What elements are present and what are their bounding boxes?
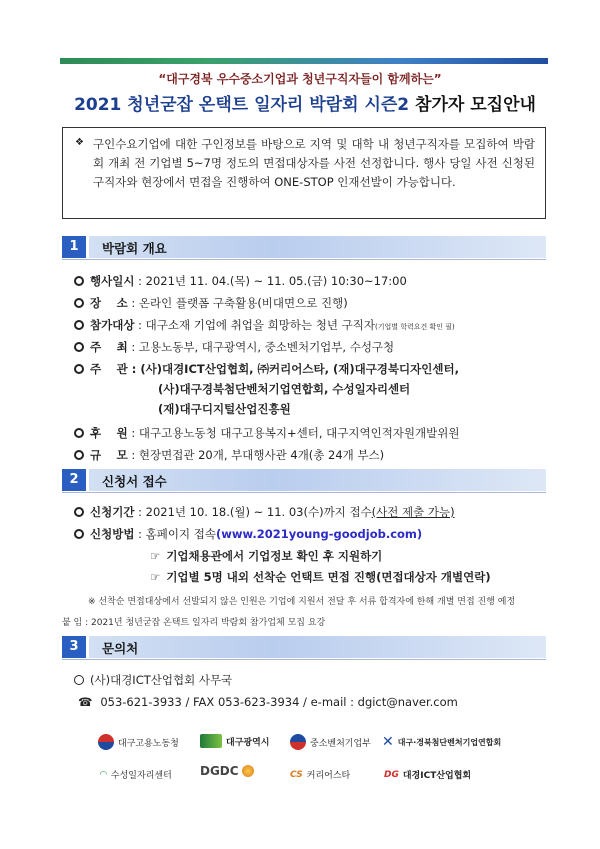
daegu-mark-icon	[200, 734, 222, 748]
sponsor-row	[74, 425, 459, 441]
logo-label: DGDC	[200, 764, 239, 778]
section-number: 1	[62, 236, 86, 258]
section-bar	[89, 636, 546, 658]
logo-mss	[290, 734, 371, 750]
organizer-line-3: (재)대구디지털산업진흥원	[158, 402, 291, 416]
logo-venture-association	[382, 734, 501, 750]
section-contact-header	[62, 636, 546, 658]
organizer-row	[74, 361, 459, 377]
logo-label: 대구·경북첨단벤처기업연합회	[397, 737, 502, 747]
logo-label: 대경ICT산업협회	[402, 771, 472, 781]
logo-daegu-labor-office	[98, 734, 179, 750]
contact-detail-row	[78, 695, 458, 709]
circle-bullet-icon	[74, 342, 84, 352]
event-date-value: : 2021년 11. 04.(목) ~ 11. 05.(금) 10:30~17:00	[134, 274, 407, 288]
selection-note: ※ 선착순 면접대상에서 선발되지 않은 인원은 기업에 지원서 전달 후 서류 합격자에 한해 개별 면접 진행 예정	[88, 597, 516, 607]
host-key: 주 최	[90, 340, 128, 354]
intro-text: 구인수요기업에 대한 구인정보를 바탕으로 지역 및 대학 내 청년구직자를 모집하여 박람회 개최 전 기업별 5~7명 정도의 면접대상자를 사전 선정합니다. 행사 당일 사전 신청된 구직자와 현장에서 면접을 진행하여 ONE-STOP 인재선발이 가능합니다.	[93, 137, 535, 189]
header-gradient-line	[60, 58, 548, 64]
method-key: 신청방법	[90, 527, 135, 541]
section-rule	[62, 659, 546, 660]
circle-bullet-icon	[74, 450, 84, 460]
sponsor-value: : 대구고용노동청 대구고용복지+센터, 대구지역인적자원개발위원	[127, 426, 460, 440]
homepage-link[interactable]: (www.2021young-goodjob.com)	[215, 527, 423, 541]
target-row	[74, 317, 455, 333]
section-application-header	[62, 469, 546, 491]
venue-key: 장 소	[90, 296, 128, 310]
sponsor-key: 후 원	[90, 426, 128, 440]
venue-row	[74, 295, 348, 311]
orb-icon	[242, 765, 254, 777]
logo-label: 대구고용노동청	[118, 738, 179, 749]
target-note: (기업별 학력요건 확인 필)	[374, 323, 455, 331]
application-method-row	[74, 526, 422, 542]
contact-org-row	[74, 672, 232, 688]
section-rule	[62, 492, 546, 493]
organizer-line-2: (사)대구경북첨단벤처기업연합회, 수성일자리센터	[158, 382, 411, 396]
page-title	[40, 90, 570, 115]
target-value: : 대구소재 기업에 취업을 희망하는 청년 구직자	[134, 318, 375, 332]
target-key: 참가대상	[90, 318, 135, 332]
step-1-text: 기업채용관에서 기업정보 확인 후 지원하기	[166, 549, 383, 563]
pointing-hand-icon: ☞	[150, 549, 161, 563]
logo-suseong-job-center	[100, 768, 172, 781]
organizer-key: 주 관	[90, 362, 128, 376]
logo-label: 수성일자리센터	[110, 771, 172, 781]
taegeuk-icon	[98, 734, 114, 750]
page-subtitle: “대구경북 우수중소기업과 청년구직자들이 함께하는”	[158, 72, 442, 86]
circle-bullet-icon	[74, 320, 84, 330]
title-main: 2021 청년굳잡 온택트 일자리 박람회 시즌2	[74, 95, 410, 115]
circle-bullet-icon	[74, 507, 84, 517]
circle-bullet-icon	[74, 364, 84, 374]
logo-label: 대구광역시	[226, 737, 270, 748]
host-value: : 고용노동부, 대구광역시, 중소벤처기업부, 수성구청	[127, 340, 395, 354]
circle-bullet-icon	[74, 675, 84, 685]
section-title: 박람회 개요	[102, 241, 167, 256]
circle-bullet-icon	[74, 428, 84, 438]
scale-key: 규 모	[90, 448, 128, 462]
contact-org: (사)대경ICT산업협회 사무국	[90, 673, 233, 687]
suseong-mark-icon: ◠	[100, 769, 107, 780]
attachment-note: 붙 임 : 2021년 청년굳잡 온택트 일자리 박람회 참가업체 모집 요강	[62, 618, 326, 628]
dgict-mark-icon: DG	[384, 769, 399, 780]
section-title: 문의처	[102, 641, 139, 656]
logo-label: 커리어스타	[306, 771, 351, 781]
x-mark-icon: ✕	[382, 734, 394, 750]
step-1	[150, 548, 382, 564]
logo-label: 중소벤처기업부	[310, 738, 371, 749]
logo-dgdc	[200, 764, 258, 778]
title-rest: 참가자 모집안내	[409, 95, 536, 115]
career-star-mark-icon: CS	[290, 769, 303, 780]
period-note: (사전 제출 가능)	[371, 505, 455, 519]
section-rule	[62, 259, 546, 260]
scale-row	[74, 447, 384, 463]
section-number: 3	[62, 636, 86, 658]
section-number: 2	[62, 469, 86, 491]
step-2	[150, 569, 491, 585]
step-2-text: 기업별 5명 내외 선착순 언택트 면접 진행(면접대상자 개별연락)	[166, 570, 491, 584]
host-row	[74, 339, 394, 355]
contact-detail: 053-621-3933 / FAX 053-623-3934 / e-mail : dgict@naver.com	[100, 695, 458, 709]
event-date-key: 행사일시	[90, 274, 135, 288]
venue-value: : 온라인 플랫폼 구축활용(비대면으로 진행)	[127, 296, 348, 310]
organizer-value: : (사)대경ICT산업협회, ㈜커리어스타, (재)대구경북디자인센터,	[127, 362, 459, 376]
circle-bullet-icon	[74, 529, 84, 539]
event-date-row	[74, 273, 407, 289]
phone-icon: ☎	[78, 695, 93, 709]
intro-box	[62, 127, 546, 219]
section-title: 신청서 접수	[102, 474, 167, 489]
diamond-bullet-icon: ❖	[75, 137, 84, 148]
pointing-hand-icon: ☞	[150, 570, 161, 584]
circle-bullet-icon	[74, 298, 84, 308]
period-value: : 2021년 10. 18.(월) ~ 11. 03(수)까지 접수	[134, 505, 372, 519]
circle-bullet-icon	[74, 276, 84, 286]
period-key: 신청기간	[90, 505, 135, 519]
logo-dgict	[384, 768, 471, 781]
taegeuk-icon	[290, 734, 306, 750]
logo-career-star	[290, 768, 350, 781]
logo-daegu-city	[200, 734, 269, 748]
section-overview-header	[62, 236, 546, 258]
application-period-row	[74, 504, 455, 520]
method-value: : 홈페이지 접속	[134, 527, 216, 541]
scale-value: : 현장면접관 20개, 부대행사관 4개(총 24개 부스)	[127, 448, 385, 462]
